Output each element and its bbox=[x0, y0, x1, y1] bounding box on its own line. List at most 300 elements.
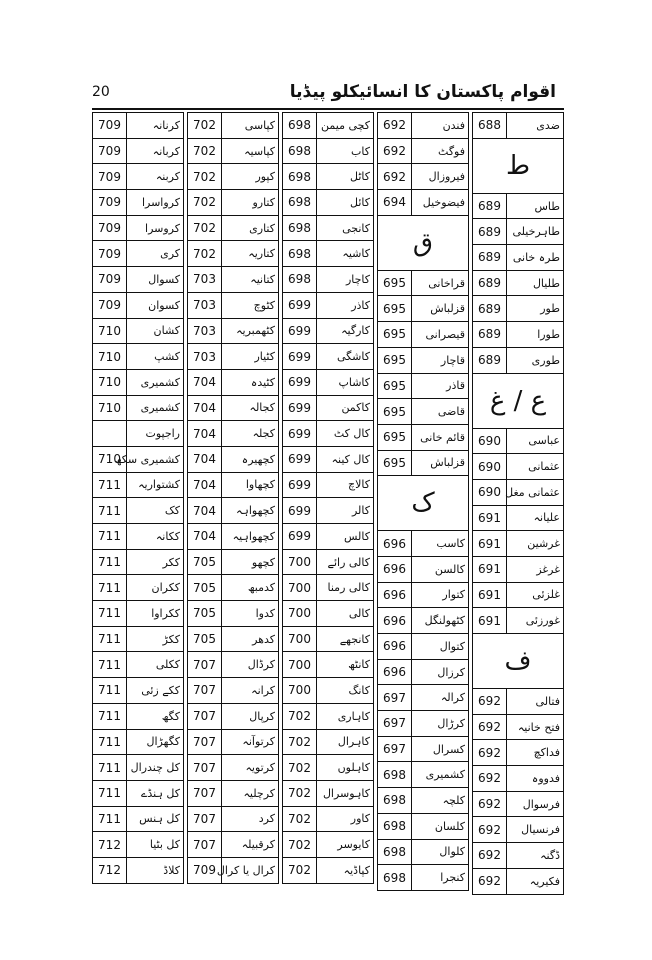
index-row bbox=[283, 549, 374, 575]
letter-heading-row bbox=[473, 373, 564, 428]
tribe-name: کشان bbox=[127, 318, 184, 344]
page-ref: 707 bbox=[188, 806, 222, 832]
index-row bbox=[188, 755, 279, 781]
page-ref: 696 bbox=[378, 556, 412, 582]
page-ref: 710 bbox=[93, 318, 127, 344]
page-ref: 711 bbox=[93, 729, 127, 755]
page-ref: 707 bbox=[188, 703, 222, 729]
index-row bbox=[93, 780, 184, 806]
page-ref: 711 bbox=[93, 472, 127, 498]
tribe-name: کل ہنڈے bbox=[127, 780, 184, 806]
index-row bbox=[378, 113, 469, 139]
tribe-name: کال کٹ bbox=[317, 421, 374, 447]
tribe-name: کالر bbox=[317, 498, 374, 524]
page-ref: 711 bbox=[93, 755, 127, 781]
index-row bbox=[378, 659, 469, 685]
page-ref: 695 bbox=[378, 424, 412, 450]
tribe-name: کپاڈیہ bbox=[317, 857, 374, 883]
tribe-name: کتاریہ bbox=[222, 241, 279, 267]
page-ref: 689 bbox=[473, 322, 507, 348]
index-row bbox=[93, 395, 184, 421]
page-ref: 702 bbox=[188, 190, 222, 216]
tribe-name: طور bbox=[507, 296, 564, 322]
tribe-name: طاس bbox=[507, 193, 564, 219]
page-ref: 698 bbox=[283, 215, 317, 241]
index-row bbox=[188, 832, 279, 858]
index-row bbox=[473, 843, 564, 869]
index-row bbox=[93, 652, 184, 678]
page-ref: 689 bbox=[473, 219, 507, 245]
tribe-name: فوگٹ bbox=[412, 138, 469, 164]
page-ref: 698 bbox=[378, 788, 412, 814]
index-row bbox=[473, 582, 564, 608]
index-row bbox=[93, 446, 184, 472]
tribe-name: کاٹل bbox=[317, 164, 374, 190]
page-ref: 710 bbox=[93, 446, 127, 472]
index-row bbox=[188, 190, 279, 216]
index-row bbox=[378, 839, 469, 865]
page-ref: 704 bbox=[188, 421, 222, 447]
tribe-name: کرالہ bbox=[412, 685, 469, 711]
index-row bbox=[378, 685, 469, 711]
tribe-name: کاذر bbox=[317, 292, 374, 318]
tribe-name: کٹھولنگل bbox=[412, 608, 469, 634]
tribe-name: فندن bbox=[412, 113, 469, 139]
index-row bbox=[188, 472, 279, 498]
page-ref: 700 bbox=[283, 652, 317, 678]
page-ref: 689 bbox=[473, 347, 507, 373]
tribe-name: کسرال bbox=[412, 736, 469, 762]
page-ref: 711 bbox=[93, 575, 127, 601]
tribe-name: طاہرخیلی bbox=[507, 219, 564, 245]
page-ref: 702 bbox=[188, 164, 222, 190]
index-row bbox=[283, 780, 374, 806]
index-row bbox=[188, 575, 279, 601]
tribe-name: قراخانی bbox=[412, 270, 469, 296]
tribe-name: کٹوچ bbox=[222, 292, 279, 318]
page-ref: 699 bbox=[283, 344, 317, 370]
index-row bbox=[473, 245, 564, 271]
page-ref: 690 bbox=[473, 428, 507, 454]
header-rule bbox=[92, 108, 564, 110]
tribe-name: طرہ خانی bbox=[507, 245, 564, 271]
index-row bbox=[188, 292, 279, 318]
tribe-name: فتالی bbox=[507, 689, 564, 715]
index-row bbox=[188, 703, 279, 729]
index-row bbox=[378, 399, 469, 425]
page-ref: 698 bbox=[283, 138, 317, 164]
page-ref: 698 bbox=[378, 813, 412, 839]
index-row bbox=[188, 678, 279, 704]
tribe-name: کتاری bbox=[222, 215, 279, 241]
tribe-name: فتح خانیہ bbox=[507, 714, 564, 740]
index-row bbox=[188, 138, 279, 164]
tribe-name: قائم خانی bbox=[412, 424, 469, 450]
tribe-name: کالی رائے bbox=[317, 549, 374, 575]
index-row bbox=[378, 813, 469, 839]
tribe-name: کل چندرال bbox=[127, 755, 184, 781]
tribe-name: کچھیرہ bbox=[222, 446, 279, 472]
tribe-name: کارگیہ bbox=[317, 318, 374, 344]
index-row bbox=[93, 215, 184, 241]
index-row bbox=[283, 678, 374, 704]
tribe-name: کاور bbox=[317, 806, 374, 832]
tribe-name: کرپال bbox=[222, 703, 279, 729]
page-ref: 702 bbox=[283, 780, 317, 806]
index-row bbox=[283, 292, 374, 318]
letter-heading: ع / غ bbox=[473, 373, 564, 428]
index-row bbox=[378, 556, 469, 582]
index-row bbox=[188, 369, 279, 395]
tribe-name: کال کینہ bbox=[317, 446, 374, 472]
page-ref: 696 bbox=[378, 608, 412, 634]
index-row bbox=[283, 421, 374, 447]
tribe-name: کرنانہ bbox=[127, 113, 184, 139]
index-table bbox=[92, 112, 184, 884]
tribe-name: ککانہ bbox=[127, 524, 184, 550]
tribe-name: غلزئی bbox=[507, 582, 564, 608]
index-row bbox=[188, 344, 279, 370]
index-column-5 bbox=[92, 112, 179, 884]
tribe-name: کرال یا کرال bbox=[222, 857, 279, 883]
page-ref: 691 bbox=[473, 582, 507, 608]
tribe-name: کربنہ bbox=[127, 164, 184, 190]
tribe-name: کرد bbox=[222, 806, 279, 832]
tribe-name: کاہاری bbox=[317, 703, 374, 729]
tribe-name: قزلباش bbox=[412, 450, 469, 476]
index-row bbox=[93, 241, 184, 267]
page-ref: 696 bbox=[378, 531, 412, 557]
page-ref: 709 bbox=[93, 164, 127, 190]
index-row bbox=[473, 817, 564, 843]
tribe-name: ککلی bbox=[127, 652, 184, 678]
tribe-name: فرسوال bbox=[507, 791, 564, 817]
index-row bbox=[473, 740, 564, 766]
page-ref: 699 bbox=[283, 498, 317, 524]
page-ref: 704 bbox=[188, 472, 222, 498]
page-ref: 695 bbox=[378, 347, 412, 373]
tribe-name: کک bbox=[127, 498, 184, 524]
page-ref: 689 bbox=[473, 270, 507, 296]
index-row bbox=[283, 832, 374, 858]
index-row bbox=[188, 395, 279, 421]
page-ref: 692 bbox=[473, 843, 507, 869]
tribe-name: کپاسی bbox=[222, 113, 279, 139]
tribe-name: کنجرا bbox=[412, 865, 469, 891]
index-row bbox=[93, 190, 184, 216]
index-row bbox=[283, 729, 374, 755]
page-ref: 695 bbox=[378, 373, 412, 399]
tribe-name: کگھ bbox=[127, 703, 184, 729]
page-ref: 709 bbox=[93, 267, 127, 293]
page-ref: 709 bbox=[188, 857, 222, 883]
index-row bbox=[473, 322, 564, 348]
page-ref: 699 bbox=[283, 446, 317, 472]
index-row bbox=[473, 270, 564, 296]
index-row bbox=[378, 531, 469, 557]
index-row bbox=[473, 505, 564, 531]
page-ref: 707 bbox=[188, 652, 222, 678]
page-ref: 689 bbox=[473, 296, 507, 322]
index-row bbox=[378, 270, 469, 296]
tribe-name: کاشاپ bbox=[317, 369, 374, 395]
page-ref: 703 bbox=[188, 292, 222, 318]
tribe-name: عباسی bbox=[507, 428, 564, 454]
page-ref: 711 bbox=[93, 601, 127, 627]
index-row bbox=[283, 241, 374, 267]
page-ref: 698 bbox=[378, 762, 412, 788]
page-ref: 692 bbox=[473, 817, 507, 843]
tribe-name: ککران bbox=[127, 575, 184, 601]
index-row bbox=[283, 190, 374, 216]
tribe-name: کائل bbox=[317, 190, 374, 216]
index-row bbox=[283, 215, 374, 241]
index-row bbox=[378, 164, 469, 190]
index-row bbox=[283, 472, 374, 498]
page-ref: 702 bbox=[188, 215, 222, 241]
page-ref: 707 bbox=[188, 780, 222, 806]
page-ref: 695 bbox=[378, 450, 412, 476]
page-ref: 702 bbox=[188, 241, 222, 267]
page-ref: 699 bbox=[283, 421, 317, 447]
page-ref: 696 bbox=[378, 659, 412, 685]
tribe-name: کاہلوں bbox=[317, 755, 374, 781]
tribe-name: کاہرال bbox=[317, 729, 374, 755]
tribe-name: کالسن bbox=[412, 556, 469, 582]
index-row bbox=[473, 479, 564, 505]
index-row bbox=[283, 113, 374, 139]
index-row bbox=[93, 498, 184, 524]
tribe-name: کالی bbox=[317, 601, 374, 627]
tribe-name: ڈگنہ bbox=[507, 843, 564, 869]
page-ref: 712 bbox=[93, 857, 127, 883]
tribe-name: کروسرا bbox=[127, 215, 184, 241]
tribe-name: کتوار bbox=[412, 582, 469, 608]
index-row bbox=[93, 601, 184, 627]
letter-heading: ک bbox=[378, 476, 469, 531]
tribe-name: کشمیری bbox=[412, 762, 469, 788]
page-ref: 695 bbox=[378, 322, 412, 348]
tribe-name: فکیریہ bbox=[507, 868, 564, 894]
page-ref: 705 bbox=[188, 575, 222, 601]
index-row bbox=[93, 703, 184, 729]
page-ref: 698 bbox=[283, 113, 317, 139]
page-ref: 699 bbox=[283, 318, 317, 344]
index-row bbox=[283, 652, 374, 678]
index-table bbox=[187, 112, 279, 884]
tribe-name: کانجھے bbox=[317, 626, 374, 652]
index-row bbox=[283, 138, 374, 164]
page-ref: 699 bbox=[283, 369, 317, 395]
page-ref: 703 bbox=[188, 267, 222, 293]
index-row bbox=[283, 395, 374, 421]
tribe-name: قاذر bbox=[412, 373, 469, 399]
page-ref: 711 bbox=[93, 780, 127, 806]
index-row bbox=[283, 344, 374, 370]
page-ref: 702 bbox=[283, 806, 317, 832]
index-row bbox=[283, 524, 374, 550]
tribe-name: عثمانی مغل bbox=[507, 479, 564, 505]
tribe-name: کشمیری bbox=[127, 395, 184, 421]
index-table bbox=[472, 112, 564, 895]
page-ref: 691 bbox=[473, 608, 507, 634]
index-row bbox=[283, 369, 374, 395]
page-ref: 688 bbox=[473, 113, 507, 139]
index-row bbox=[378, 373, 469, 399]
page-ref: 709 bbox=[93, 138, 127, 164]
tribe-name: کانگ bbox=[317, 678, 374, 704]
index-row bbox=[473, 428, 564, 454]
page-ref: 707 bbox=[188, 678, 222, 704]
index-row bbox=[473, 347, 564, 373]
index-row bbox=[283, 498, 374, 524]
index-row bbox=[188, 113, 279, 139]
page-ref: 690 bbox=[473, 454, 507, 480]
page-ref: 698 bbox=[283, 241, 317, 267]
page-ref: 689 bbox=[473, 245, 507, 271]
tribe-name: طورا bbox=[507, 322, 564, 348]
tribe-name: کلوال bbox=[412, 839, 469, 865]
page-ref: 700 bbox=[283, 626, 317, 652]
page-ref: 711 bbox=[93, 626, 127, 652]
tribe-name: ککر bbox=[127, 549, 184, 575]
index-row bbox=[93, 678, 184, 704]
page-ref: 700 bbox=[283, 678, 317, 704]
tribe-name: کچی میمن bbox=[317, 113, 374, 139]
page-ref: 700 bbox=[283, 575, 317, 601]
page-ref: 704 bbox=[188, 446, 222, 472]
page-ref: 700 bbox=[283, 549, 317, 575]
page-ref: 699 bbox=[283, 472, 317, 498]
index-row bbox=[473, 714, 564, 740]
page-ref: 690 bbox=[473, 479, 507, 505]
tribe-name: کلاڈ bbox=[127, 857, 184, 883]
page-ref: 705 bbox=[188, 549, 222, 575]
page-ref bbox=[93, 421, 127, 447]
index-row bbox=[93, 524, 184, 550]
page-ref: 702 bbox=[283, 703, 317, 729]
tribe-name: کری bbox=[127, 241, 184, 267]
page-ref: 703 bbox=[188, 318, 222, 344]
page-ref: 692 bbox=[378, 164, 412, 190]
page-ref: 699 bbox=[283, 524, 317, 550]
page-ref: 698 bbox=[283, 164, 317, 190]
tribe-name: کاہوسرال bbox=[317, 780, 374, 806]
index-row bbox=[93, 421, 184, 447]
page-ref: 699 bbox=[283, 292, 317, 318]
tribe-name: فیضوخیل bbox=[412, 190, 469, 216]
page-ref: 711 bbox=[93, 524, 127, 550]
page-ref: 711 bbox=[93, 678, 127, 704]
page-ref: 696 bbox=[378, 634, 412, 660]
tribe-name: کشتواریہ bbox=[127, 472, 184, 498]
index-row bbox=[188, 446, 279, 472]
page-ref: 707 bbox=[188, 832, 222, 858]
index-row bbox=[378, 582, 469, 608]
index-row bbox=[378, 424, 469, 450]
index-row bbox=[283, 857, 374, 883]
page-ref: 692 bbox=[378, 138, 412, 164]
tribe-name: کاشگی bbox=[317, 344, 374, 370]
tribe-name: کرزال bbox=[412, 659, 469, 685]
page-ref: 702 bbox=[188, 138, 222, 164]
page-ref: 700 bbox=[283, 601, 317, 627]
index-row bbox=[473, 219, 564, 245]
page-ref: 704 bbox=[188, 369, 222, 395]
tribe-name: کچھواہیہ bbox=[222, 524, 279, 550]
index-row bbox=[188, 549, 279, 575]
index-row bbox=[93, 138, 184, 164]
page-ref: 707 bbox=[188, 755, 222, 781]
index-row bbox=[473, 296, 564, 322]
letter-heading-row bbox=[473, 634, 564, 689]
index-row bbox=[188, 806, 279, 832]
page-ref: 692 bbox=[473, 868, 507, 894]
tribe-name: کانجی bbox=[317, 215, 374, 241]
tribe-name: کاسب bbox=[412, 531, 469, 557]
tribe-name: کچھاوا bbox=[222, 472, 279, 498]
letter-heading-row bbox=[378, 476, 469, 531]
page-ref: 709 bbox=[93, 113, 127, 139]
page-ref: 692 bbox=[473, 766, 507, 792]
tribe-name: علیانہ bbox=[507, 505, 564, 531]
letter-heading: ف bbox=[473, 634, 564, 689]
index-row bbox=[473, 531, 564, 557]
tribe-name: کاچار bbox=[317, 267, 374, 293]
index-row bbox=[283, 601, 374, 627]
index-row bbox=[473, 113, 564, 139]
tribe-name: کاکمن bbox=[317, 395, 374, 421]
index-row bbox=[473, 766, 564, 792]
index-row bbox=[188, 164, 279, 190]
index-row bbox=[378, 634, 469, 660]
book-title: اقوام پاکستان کا انسائیکلو پیڈیا bbox=[289, 82, 556, 102]
page-ref: 697 bbox=[378, 711, 412, 737]
index-row bbox=[188, 857, 279, 883]
letter-heading-row bbox=[473, 138, 564, 193]
tribe-name: طوری bbox=[507, 347, 564, 373]
index-row bbox=[188, 780, 279, 806]
tribe-name: کدمبھ bbox=[222, 575, 279, 601]
tribe-name: کپور bbox=[222, 164, 279, 190]
index-column-3 bbox=[282, 112, 369, 884]
tribe-name: کالاچ bbox=[317, 472, 374, 498]
page-ref: 703 bbox=[188, 344, 222, 370]
tribe-name: کچھواہہ bbox=[222, 498, 279, 524]
page-ref: 710 bbox=[93, 344, 127, 370]
index-row bbox=[378, 608, 469, 634]
page-ref: 696 bbox=[378, 582, 412, 608]
index-row bbox=[378, 865, 469, 891]
page-ref: 692 bbox=[473, 740, 507, 766]
tribe-name: ضدی bbox=[507, 113, 564, 139]
page-ref: 704 bbox=[188, 498, 222, 524]
tribe-name: کدھر bbox=[222, 626, 279, 652]
page-ref: 694 bbox=[378, 190, 412, 216]
tribe-name: کالس bbox=[317, 524, 374, 550]
tribe-name: کرواسرا bbox=[127, 190, 184, 216]
page-ref: 691 bbox=[473, 556, 507, 582]
index-row bbox=[378, 322, 469, 348]
page-ref: 698 bbox=[283, 190, 317, 216]
page-ref: 702 bbox=[283, 832, 317, 858]
index-row bbox=[283, 575, 374, 601]
tribe-name: کل ہنس bbox=[127, 806, 184, 832]
tribe-name: کانٹھ bbox=[317, 652, 374, 678]
page-ref: 711 bbox=[93, 549, 127, 575]
index-row bbox=[93, 292, 184, 318]
tribe-name: کچھو bbox=[222, 549, 279, 575]
